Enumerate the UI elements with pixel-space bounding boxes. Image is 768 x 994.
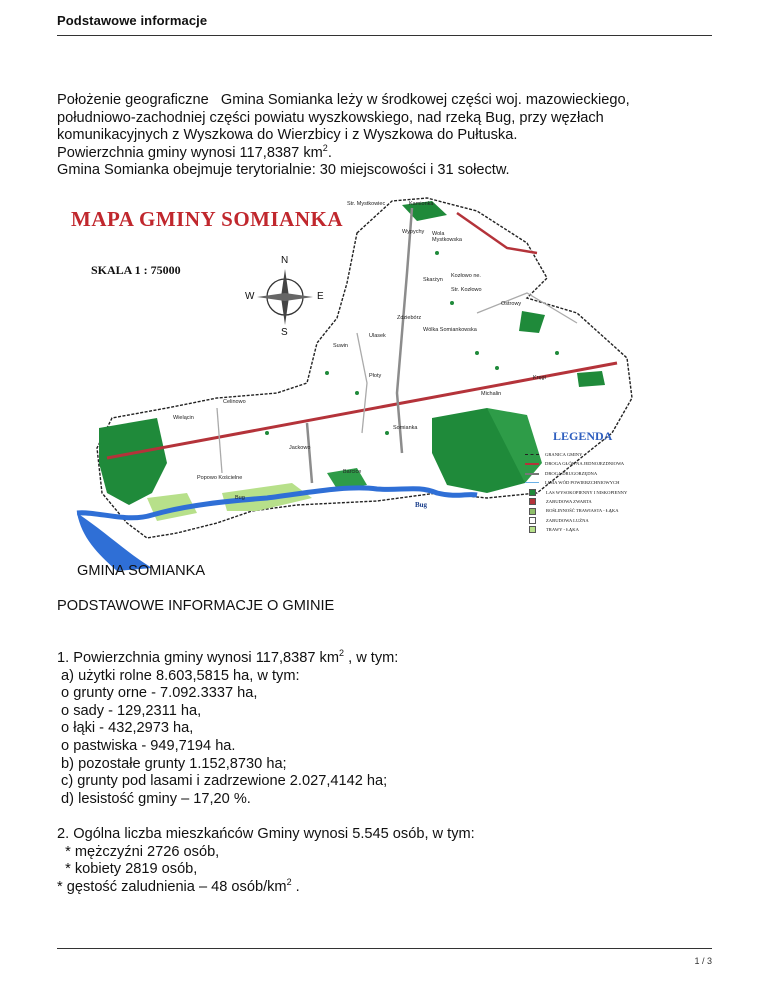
legend-label: LAS WYSOKOPIENNY I NISKOPIENNY [546, 489, 628, 495]
legend-label: DROGA GŁÓWNA JEDNOJEZDNIOWA [545, 461, 625, 467]
place-label: Wypychy [402, 229, 425, 235]
legend-item [525, 516, 649, 525]
legend-item [525, 469, 649, 478]
item-1-line: o grunty orne - 7.092.3337 ha, [57, 685, 258, 702]
place-label: Popowo Kościelne [197, 475, 243, 481]
compass-south-label: S [281, 327, 288, 338]
map-scale: SKALA 1 : 75000 [91, 263, 181, 277]
place-label: Barcice [343, 469, 362, 475]
place-label: Ulasek [369, 333, 386, 339]
intro-extent-line: Gmina Somianka obejmuje terytorialnie: 30 miejscowości i 31 sołectw. [57, 162, 510, 179]
intro-line-1: Położenie geograficzne Gmina Somianka leży w środkowej części woj. mazowieckiego, [57, 92, 630, 108]
intro-area-line: Powierzchnia gminy wynosi 117,8387 $km^2$. [57, 142, 332, 161]
item-1-line: o łąki - 432,2973 ha, [57, 720, 194, 737]
item-1-line: c) grunty pod lasami i zadrzewione 2.027,4142 ha; [57, 773, 388, 790]
place-label: Zdziebórz [397, 315, 422, 321]
place-label: Suwin [333, 343, 348, 349]
place-label: Wólka Somiankowska [423, 327, 477, 333]
legend-label: GRANICA GMINY [545, 452, 583, 457]
place-label: Michalin [481, 391, 502, 397]
legend-list [525, 450, 649, 535]
legend-label: LINIA WÓD POWIERZCHNIOWYCH [545, 480, 620, 486]
intro-line-3: komunikacyjnych z Wyszkowa do Wierzbicy i z Wyszkowa do Pułtuska. [57, 127, 518, 144]
legend-swatch [525, 454, 539, 455]
place-label: Kręgi [533, 375, 546, 381]
legend-item [525, 459, 649, 468]
legend-swatch [529, 526, 536, 533]
place-label: Jackowo [289, 445, 311, 451]
compass-east-label: E [317, 291, 324, 302]
legend-item [525, 478, 649, 487]
place-label: Płoty [369, 373, 382, 379]
place-label: Wielącin [173, 415, 194, 421]
place-label: Skarżyn [423, 277, 443, 283]
item-2-block [57, 826, 475, 896]
page-header-title: Podstawowe informacje [57, 13, 208, 28]
legend-item [525, 450, 649, 459]
map-river-label: Bug [415, 501, 428, 509]
map-title: MAPA GMINY SOMIANKA [71, 207, 343, 231]
legend-label: ZABUDOWA LUŹNA [546, 517, 589, 523]
compass-west-label: W [245, 291, 255, 302]
legend-label: TRAWY - ŁĄKA [546, 527, 579, 533]
item-2-density-line: * gęstość zaludnienia – 48 osób/$km^2$ . [57, 876, 300, 895]
legend-item [525, 497, 649, 506]
municipality-map [57, 193, 649, 571]
place-label: Bug [235, 495, 245, 501]
place-label: Somianka [393, 425, 418, 431]
legend-title: LEGENDA [553, 429, 613, 443]
item-2-line: * mężczyźni 2726 osób, [57, 843, 220, 860]
intro-line-2: południowo-zachodniej części powiatu wyszkowskiego, nad rzeką Bug, przy węzłach [57, 109, 604, 126]
item-1-line: o sady - 129,2311 ha, [57, 702, 202, 719]
item-1-block [57, 650, 398, 808]
place-label: Celinowo [223, 399, 246, 405]
intro-paragraph [57, 92, 630, 180]
legend-swatch [525, 463, 539, 465]
compass-north-label: N [281, 255, 289, 266]
map-legend [525, 429, 649, 535]
legend-swatch [529, 508, 536, 515]
item-1-line: a) użytki rolne 8.603,5815 ha, w tym: [57, 667, 300, 684]
legend-swatch [525, 482, 539, 483]
page-number: 1 / 3 [694, 956, 712, 966]
item-1-heading: 1. Powierzchnia gminy wynosi 117,8387 $km^2$ , w tym: [57, 648, 399, 666]
legend-label: DROGA DRUGORZĘDNA [545, 470, 598, 476]
item-1-line: b) pozostałe grunty 1.152,8730 ha; [57, 755, 287, 772]
place-label: Kozłowo ne. [451, 273, 481, 279]
place-label: Kamionka [409, 201, 434, 207]
legend-swatch [525, 473, 539, 475]
legend-swatch [529, 498, 536, 505]
item-1-line: o pastwiska - 949,7194 ha. [57, 737, 236, 754]
legend-swatch [529, 489, 536, 496]
item-2-line: * kobiety 2819 osób, [57, 861, 198, 878]
map-caption: GMINA SOMIANKA [77, 563, 206, 579]
header-divider [57, 35, 712, 36]
place-label: Ostrowy [501, 301, 522, 307]
legend-label: ROŚLINNOŚĆ TRAWIASTA - ŁĄKA [546, 508, 619, 514]
legend-item [525, 506, 649, 515]
section-title: PODSTAWOWE INFORMACJE O GMINIE [57, 598, 335, 614]
legend-label: ZABUDOWA ZWARTA [546, 499, 592, 505]
legend-item [525, 525, 649, 534]
place-label: Wola Mystkowska [432, 231, 462, 243]
legend-item [525, 488, 649, 497]
place-label: Str. Kozłowo [451, 287, 482, 293]
footer-divider [57, 948, 712, 949]
item-2-heading: 2. Ogólna liczba mieszkańców Gminy wynosi 5.545 osób, w tym: [57, 826, 475, 842]
legend-swatch [529, 517, 536, 524]
place-label: Str. Mystkowiec [347, 201, 386, 207]
item-1-line: d) lesistość gminy – 17,20 %. [57, 790, 251, 807]
